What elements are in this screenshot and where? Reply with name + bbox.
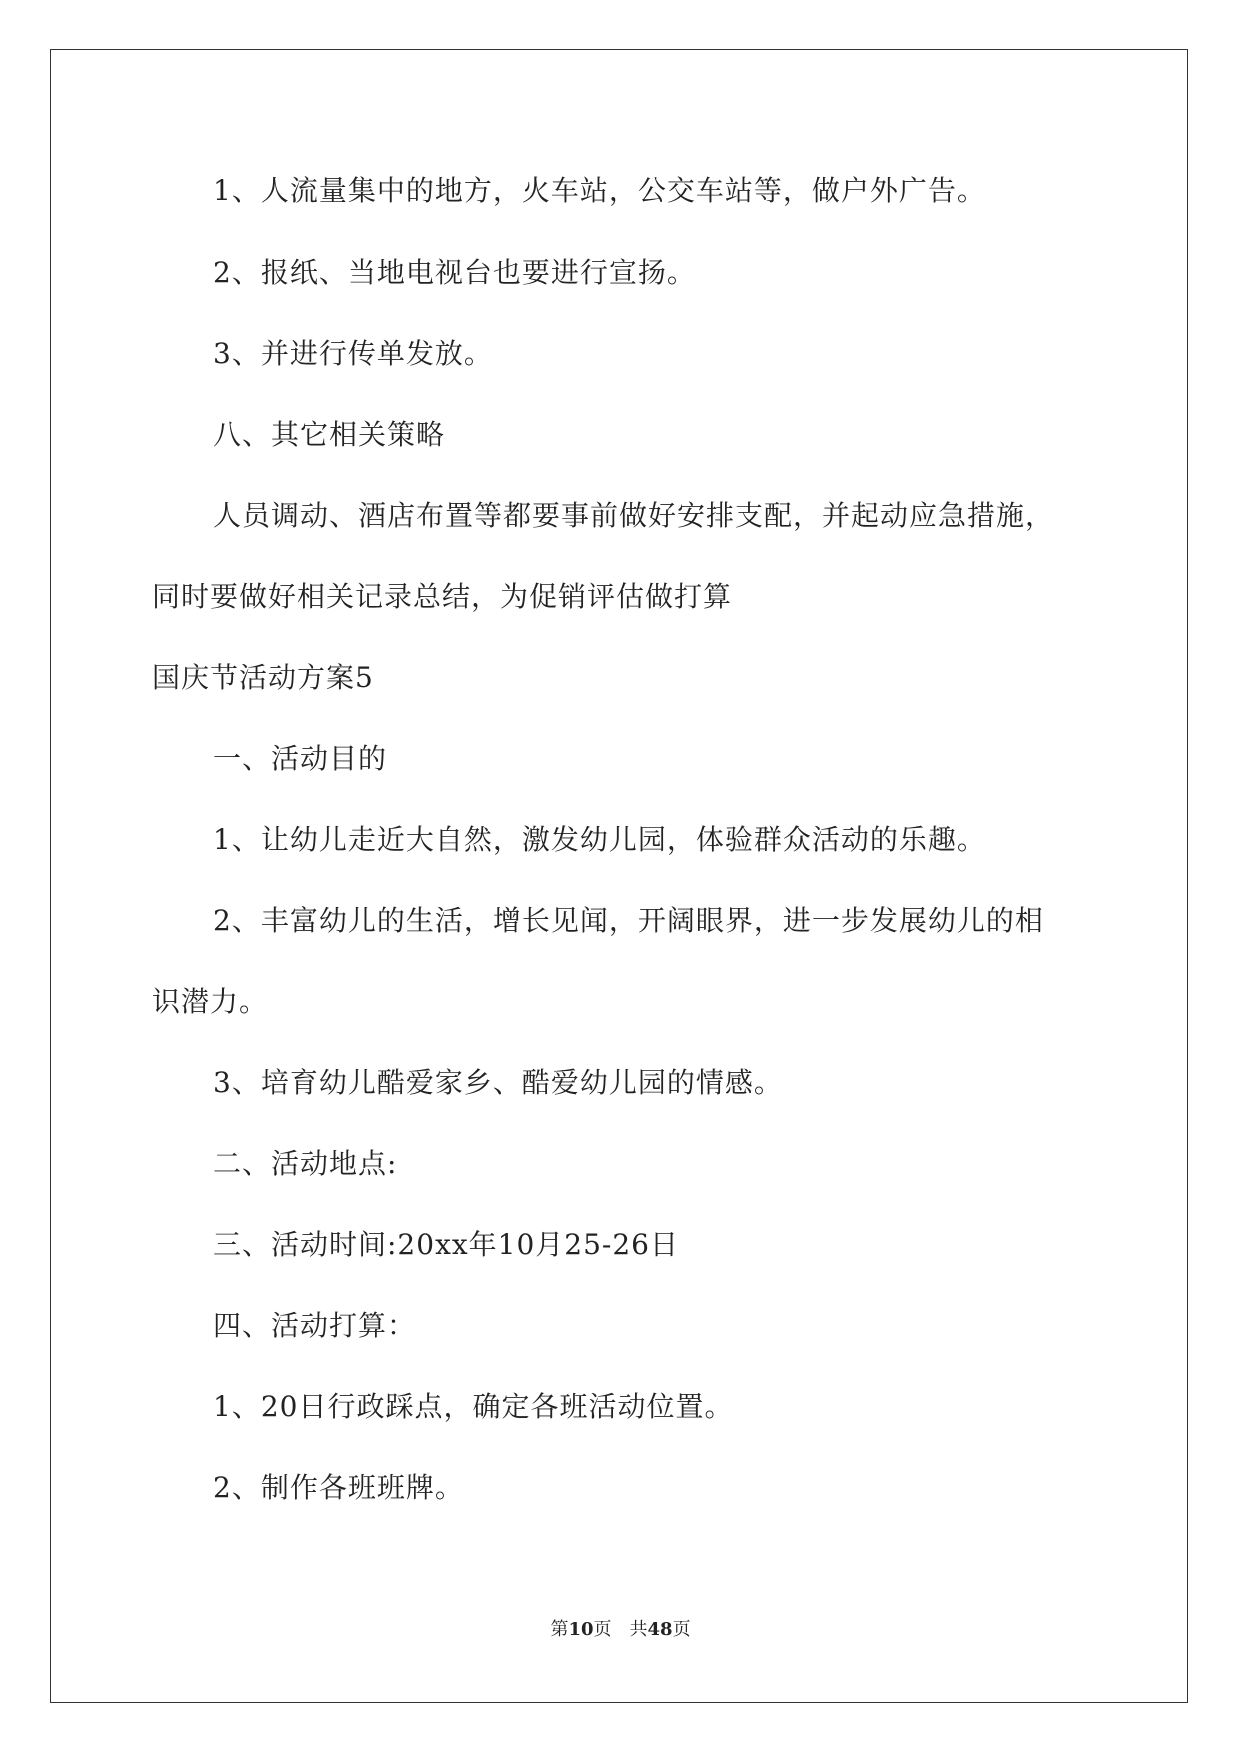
page-footer [0, 1618, 1241, 1642]
list-item: 2、报纸、当地电视台也要进行宣扬。 [213, 256, 696, 289]
list-item: 2、制作各班班牌。 [213, 1471, 464, 1504]
current-page-number: 10 [568, 1619, 594, 1640]
list-item: 1、20日行政踩点，确定各班活动位置。 [213, 1390, 734, 1423]
list-item: 3、并进行传单发放。 [213, 337, 493, 370]
paragraph-line: 同时要做好相关记录总结，为促销评估做打算 [152, 580, 733, 613]
total-prefix: 共 [629, 1619, 648, 1640]
list-item: 1、人流量集中的地方，火车站，公交车站等，做户外广告。 [213, 174, 986, 207]
list-item: 3、培育幼儿酷爱家乡、酷爱幼儿园的情感。 [213, 1066, 783, 1099]
document-title: 国庆节活动方案5 [152, 661, 374, 694]
section-heading: 四、活动打算： [213, 1309, 417, 1342]
total-page-number: 48 [647, 1619, 673, 1640]
paragraph-line: 人员调动、酒店布置等都要事前做好安排支配，并起动应急措施， [213, 499, 1055, 532]
list-item: 1、让幼儿走近大自然，激发幼儿园，体验群众活动的乐趣。 [213, 823, 986, 856]
section-heading: 一、活动目的 [213, 742, 388, 775]
paragraph-line: 识潜力。 [152, 985, 269, 1018]
page-suffix: 页 [593, 1619, 612, 1640]
total-suffix: 页 [672, 1619, 691, 1640]
page-prefix: 第 [550, 1619, 569, 1640]
list-item: 2、丰富幼儿的生活，增长见闻，开阔眼界，进一步发展幼儿的相 [213, 904, 1044, 937]
section-heading: 三、活动时间:20xx年10月25-26日 [213, 1228, 679, 1261]
section-heading: 八、其它相关策略 [213, 418, 446, 451]
section-heading: 二、活动地点: [213, 1147, 398, 1180]
